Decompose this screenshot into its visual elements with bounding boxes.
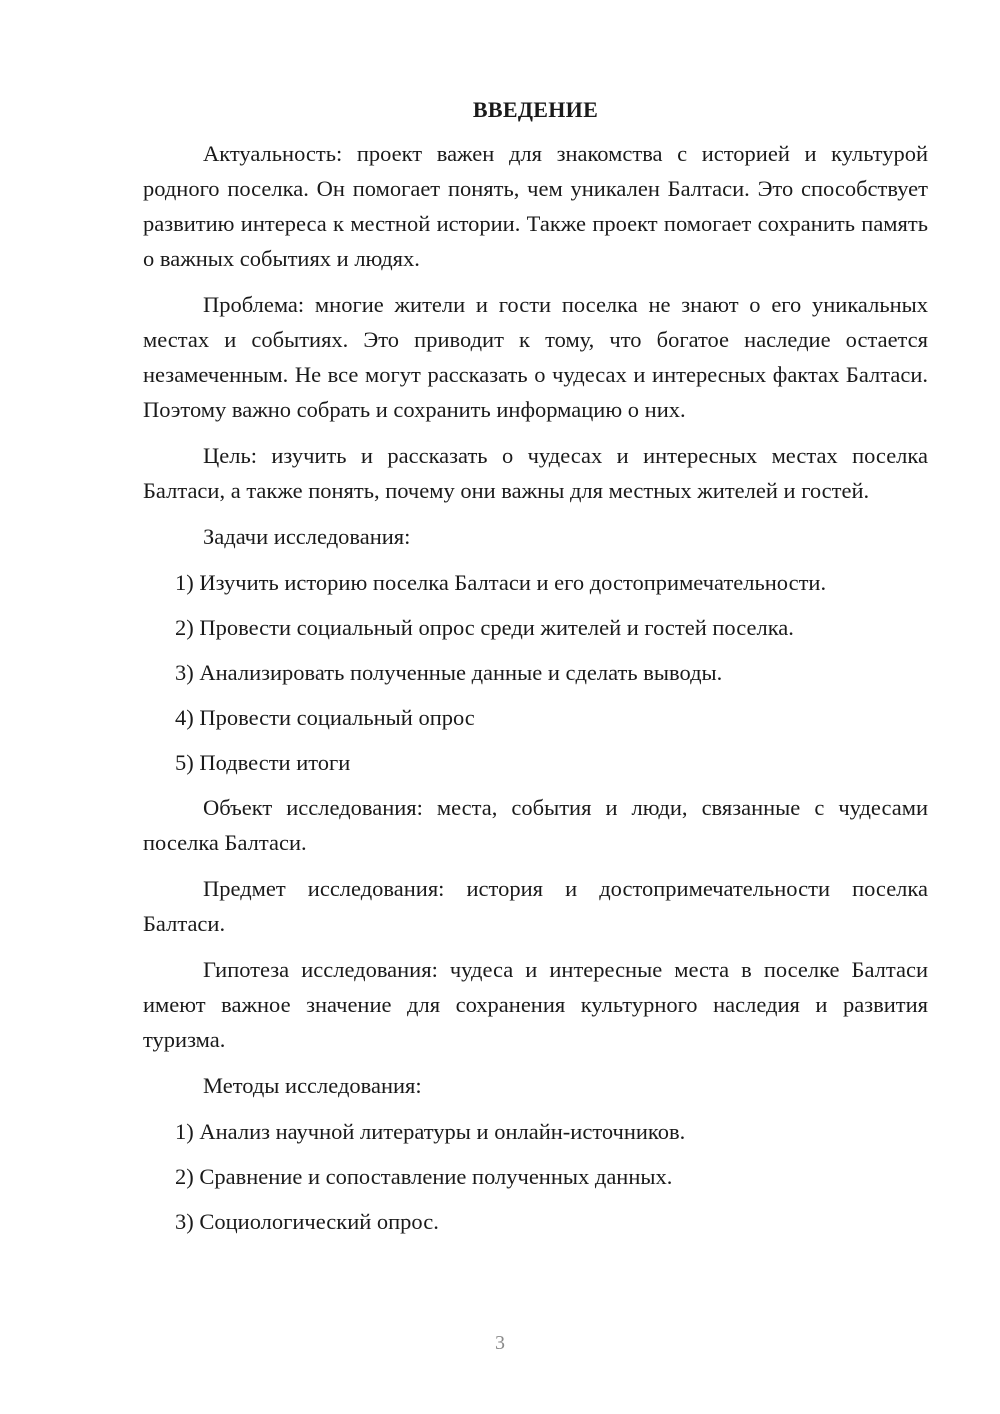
list-item: 1) Изучить историю поселка Балтаси и его достопримечательности. — [175, 570, 827, 595]
list-item: 3) Социологический опрос. — [175, 1209, 439, 1234]
list-item: 2) Сравнение и сопоставление полученных данных. — [175, 1164, 673, 1189]
tasks-list — [143, 565, 928, 780]
list-item: 5) Подвести итоги — [175, 750, 351, 775]
methods-list — [143, 1114, 928, 1239]
hypothesis-paragraph: Гипотеза исследования: чудеса и интересные места в поселке Балтаси имеют важное значение для сохранения культурного наследия и развития туризма. — [143, 957, 928, 1052]
goal-paragraph: Цель: изучить и рассказать о чудесах и интересных местах поселка Балтаси, а также понять, почему они важны для местных жителей и гостей. — [143, 443, 928, 503]
list-item: 1) Анализ научной литературы и онлайн-источников. — [175, 1119, 686, 1144]
page-number: 3 — [495, 1332, 505, 1354]
relevance-paragraph: Актуальность: проект важен для знакомства с историей и культурой родного поселка. Он помогает понять, чем уникален Балтаси. Это способствует развитию интереса к местной истории. Также проект помогает сохранить память о важных событиях и людях. — [143, 141, 928, 271]
methods-heading: Методы исследования: — [203, 1073, 422, 1098]
list-item: 4) Провести социальный опрос — [175, 705, 475, 730]
document-page — [143, 92, 928, 1249]
problem-paragraph: Проблема: многие жители и гости поселка не знают о его уникальных местах и событиях. Это приводит к тому, что богатое наследие остается незамеченным. Не все могут рассказать о чудесах и интересных фактах Балтаси. Поэтому важно собрать и сохранить информацию о них. — [143, 292, 928, 422]
list-item: 3) Анализировать полученные данные и сделать выводы. — [175, 660, 723, 685]
section-title: ВВЕДЕНИЕ — [472, 97, 599, 122]
tasks-heading: Задачи исследования: — [203, 524, 411, 549]
subject-paragraph: Предмет исследования: история и достопримечательности поселка Балтаси. — [143, 876, 928, 936]
list-item: 2) Провести социальный опрос среди жителей и гостей поселка. — [175, 615, 794, 640]
object-paragraph: Объект исследования: места, события и люди, связанные с чудесами поселка Балтаси. — [143, 795, 928, 855]
